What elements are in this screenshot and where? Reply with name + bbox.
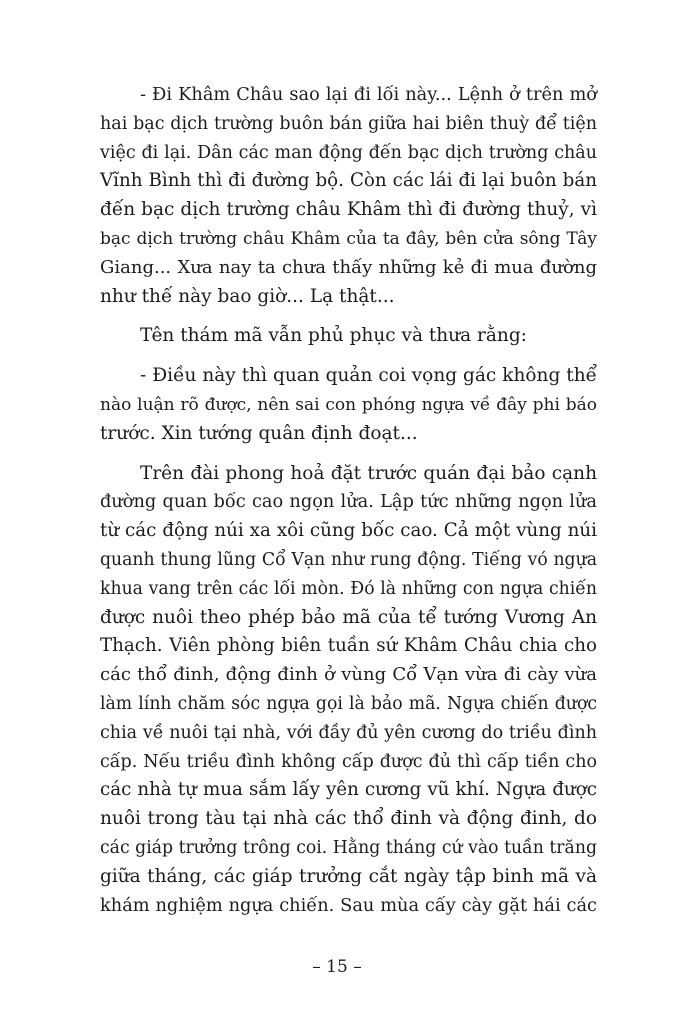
text-line: hai bạc dịch trường buôn bán giữa hai biên thuỳ để tiện xyxy=(100,113,597,134)
text-line: nuôi trong tàu tại nhà các thổ đinh và động đinh, do xyxy=(100,808,597,830)
text-line: bạc dịch trường châu Khâm của ta đây, bên cửa sông Tây xyxy=(100,228,597,249)
text-line: Giang... Xưa nay ta chưa thấy những kẻ đi mua đường xyxy=(100,256,597,278)
text-line: nào luận rõ được, nên sai con phóng ngựa về đây phi báo xyxy=(100,394,597,415)
text-line: quanh thung lũng Cổ Vạn như rung động. Tiếng vó ngựa xyxy=(100,549,597,570)
text-line: làm lính chăm sóc ngựa gọi là bảo mã. Ngựa chiến được xyxy=(100,693,597,714)
text-line: từ các động núi xa xôi cũng bốc cao. Cả một vùng núi xyxy=(100,520,597,542)
text-line: đường quan bốc cao ngọn lửa. Lập tức những ngọn lửa xyxy=(100,492,597,513)
body-text xyxy=(100,81,597,920)
page-number: – 15 – xyxy=(312,957,362,977)
paragraph xyxy=(100,322,597,351)
text-line: Tên thám mã vẫn phủ phục và thưa rằng: xyxy=(140,325,527,347)
text-line: đến bạc dịch trường châu Khâm thì đi đường thuỷ, vì xyxy=(100,199,597,221)
text-line: các giáp trưởng trông coi. Hằng tháng cứ vào tuần trăng xyxy=(100,837,597,858)
paragraph xyxy=(100,460,597,921)
paragraph xyxy=(100,81,597,311)
text-line: các nhà tự mua sắm lấy yên cương vũ khí. Ngựa được xyxy=(100,779,597,801)
text-line: giữa tháng, các giáp trưởng cắt ngày tập binh mã và xyxy=(100,865,597,887)
text-line: - Đi Khâm Châu sao lại đi lối này... Lệnh ở trên mở xyxy=(140,85,597,105)
text-line: Thạch. Viên phòng biên tuần sứ Khâm Châu chia cho xyxy=(100,635,597,657)
text-line: - Điều này thì quan quản coi vọng gác không thể xyxy=(140,365,597,387)
text-line: việc đi lại. Dân các man động đến bạc dịch trường châu xyxy=(100,142,597,163)
text-line: trước. Xin tướng quân định đoạt... xyxy=(100,422,418,444)
text-line: Trên đài phong hoả đặt trước quán đại bảo cạnh xyxy=(140,462,597,484)
text-line: khám nghiệm ngựa chiến. Sau mùa cấy cày gặt hái các xyxy=(100,895,597,916)
text-line: Vĩnh Bình thì đi đường bộ. Còn các lái đi lại buôn bán xyxy=(100,170,597,192)
text-line: được nuôi theo phép bảo mã của tể tướng Vương An xyxy=(100,606,597,628)
paragraph xyxy=(100,362,597,448)
text-line: như thế này bao giờ... Lạ thật... xyxy=(100,285,395,307)
text-line: các thổ đinh, động đinh ở vùng Cổ Vạn vừa đi cày vừa xyxy=(100,664,597,686)
text-line: chia về nuôi tại nhà, với đầy đủ yên cương do triều đình xyxy=(100,722,597,743)
text-line: cấp. Nếu triều đình không cấp được đủ thì cấp tiền cho xyxy=(100,751,597,772)
text-line: khua vang trên các lối mòn. Đó là những con ngựa chiến xyxy=(100,578,597,599)
